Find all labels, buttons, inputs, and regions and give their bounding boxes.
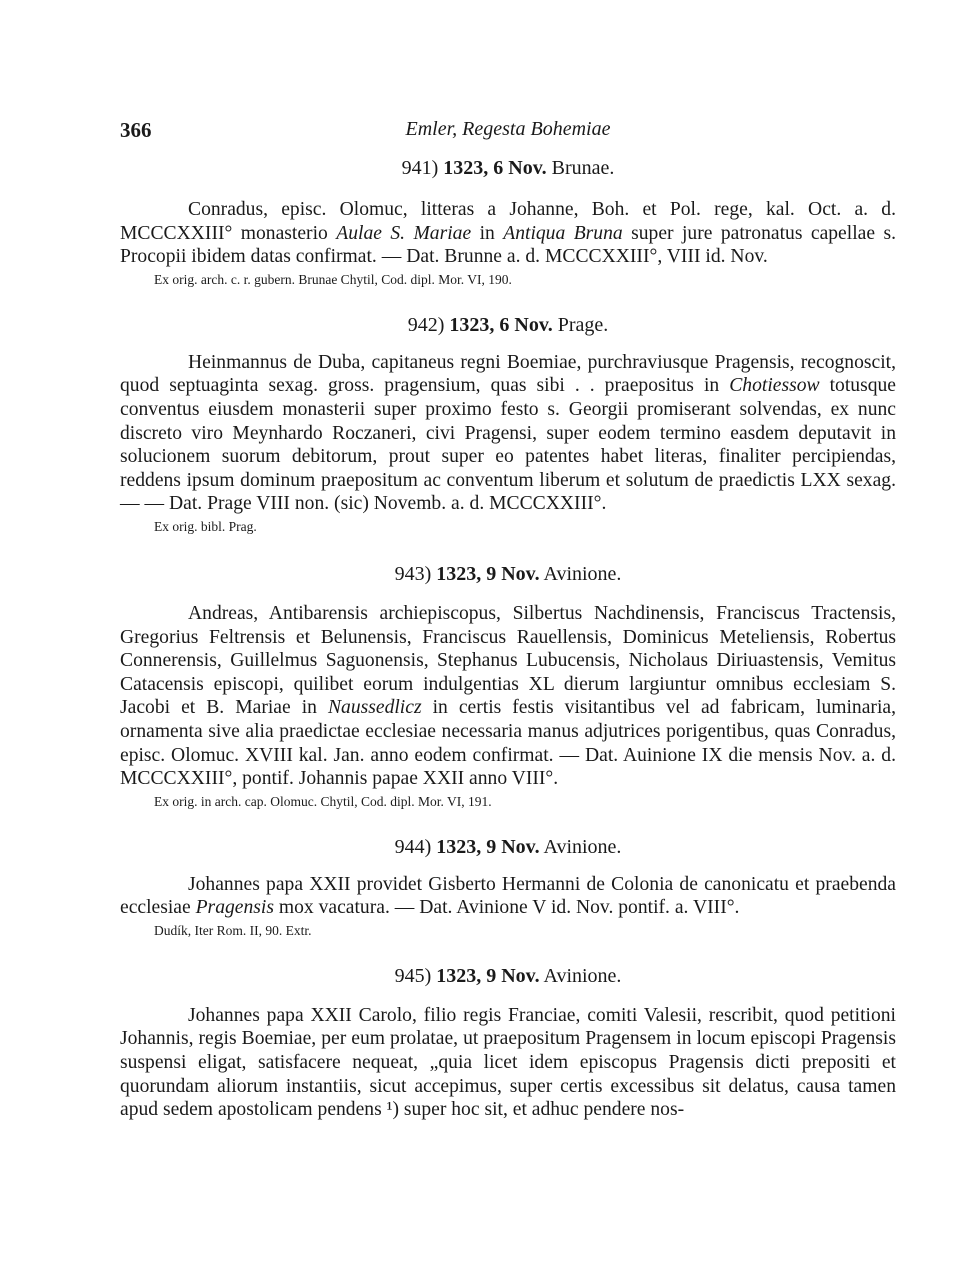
entry-heading [120, 562, 896, 586]
text-run: Andreas, Antibarensis archiepiscopus, Silbertus Nachdinensis, Franciscus Tractensis, Gregorius Feltrensis et Belunensis, Franciscus Rauellensis, Dominicus Meteliensis, Robertus Connerensis, Guillelmus Saguonensis, Stephanus Lubucensis, Nicholaus Diriuastensis, Vemitus Catacensis episcopi, quilibet eorum indulgentias XL dierum largiuntur omnibus ecclesiam S. Jacobi et B. Mariae in [120, 602, 896, 719]
regest-entry-945 [120, 964, 896, 1122]
entry-place: Avinione. [543, 562, 622, 585]
text-run: super jure patronatus capellae s. Procopii ibidem datas confirmat. — Dat. Brunne a. d. MCCCXXIII°, VIII id. Nov. [120, 222, 896, 268]
text-run: in certis festis visitantibus vel ad fabricam, luminaria, ornamenta sive alia praedictae ecclesiae necessaria manus adjutrices porigentibus, quas Conradus, episc. Olomuc. XVIII kal. Jan. anno eodem confirmat. — Dat. Auinione IX die mensis Nov. a. d. MCCCXXIII°, pontif. Johannis papae XXII anno VIII°. [120, 697, 896, 790]
italic-term: Naussedlicz [327, 697, 422, 719]
entry-date: 1323, 6 Nov. [443, 157, 547, 179]
italic-term: Pragensis [195, 897, 274, 919]
entry-date: 1323, 9 Nov. [436, 835, 540, 858]
page-number: 366 [120, 118, 152, 142]
entry-source: Dudík, Iter Rom. II, 90. Extr. [154, 922, 312, 938]
italic-term: Aulae S. Mariae [336, 222, 472, 244]
entry-heading [120, 964, 896, 988]
text-run: in [471, 222, 504, 244]
text-run: totusque conventus eiusdem monasterii super proximo festo s. Georgii promiserant solvendas, ex nunc discreto viro Meynhardo Roczaneri, civi Pragensi, super eodem termino easdem deputavit in solucionem suorum debitorum, prout super eo patentes habet literas, finaliter percipiendas, reddens ipsum dominum praepositum ac conventum liberum et solutum de praedictis LXX sexag. — — Dat. Prage VIII non. (sic) Novemb. a. d. MCCCXXIII°. [120, 375, 897, 515]
text-run: Conradus, episc. Olomuc, litteras a Johanne, Boh. et Pol. rege, kal. Oct. a. d. MCCCXXIII° monasterio [120, 199, 896, 244]
italic-term: Antiqua Bruna [503, 222, 623, 244]
text-run: Johannes papa XXII providet Gisberto Hermanni de Colonia de canonicatu et praebenda ecclesiae [120, 873, 896, 919]
text-run: Johannes papa XXII Carolo, filio regis Franciae, comiti Valesii, rescribit, quod petitioni Johannis, regis Boemiae, per eum prolatae, ut praepositum Pragensem in locum episcopi Pragensis suspensi eligat, satisfacere nequeat, „quia licet idem episcopus Pragensis dicti prepositi et quorundam aliorum instantiis, sicut accepimus, super certis excessibus sit delatus, causa tamen apud sedem apostolicam pendens ¹) super hoc sit, et adhuc pendere nos- [120, 1004, 896, 1121]
entry-text [120, 351, 896, 516]
entry-number: 942) [407, 313, 445, 336]
entry-number: 944) [394, 835, 432, 858]
entry-heading [120, 313, 896, 337]
entry-date: 1323, 9 Nov. [436, 562, 540, 585]
entry-date: 1323, 6 Nov. [449, 313, 553, 336]
regest-entry-943 [120, 562, 896, 811]
entry-text [120, 602, 896, 791]
entry-place: Brunae. [551, 157, 615, 179]
regest-entry-941 [120, 156, 896, 289]
text-run: mox vacatura. — Dat. Avinione V id. Nov. pontif. a. VIII°. [273, 897, 740, 919]
entry-source: Ex orig. arch. c. r. gubern. Brunae Chytil, Cod. dipl. Mor. VI, 190. [154, 271, 512, 287]
regest-entry-944 [120, 835, 896, 940]
entry-place: Prage. [557, 313, 609, 336]
page-body [120, 156, 896, 1122]
entry-source: Ex orig. in arch. cap. Olomuc. Chytil, Cod. dipl. Mor. VI, 191. [154, 793, 492, 809]
entry-date: 1323, 9 Nov. [436, 964, 540, 987]
entry-text [120, 198, 896, 269]
entry-text [120, 1004, 896, 1122]
entry-number: 943) [394, 562, 432, 585]
entry-text [120, 873, 896, 920]
entry-number: 941) [401, 157, 439, 179]
page-header [120, 118, 896, 148]
entry-number: 945) [394, 964, 432, 987]
italic-term: Chotiessow [729, 375, 820, 397]
entry-place: Avinione. [543, 964, 622, 987]
entry-heading [120, 835, 896, 859]
text-run: Heinmannus de Duba, capitaneus regni Boemiae, purchraviusque Pragensis, recognoscit, quod septuaginta sexag. gross. pragensium, quas sibi . . praepositus in [120, 351, 896, 397]
regest-entry-942 [120, 313, 896, 536]
entry-heading [120, 156, 896, 180]
running-head: Emler, Regesta Bohemiae [405, 118, 611, 140]
entry-place: Avinione. [543, 835, 622, 858]
entry-source: Ex orig. bibl. Prag. [154, 518, 257, 534]
